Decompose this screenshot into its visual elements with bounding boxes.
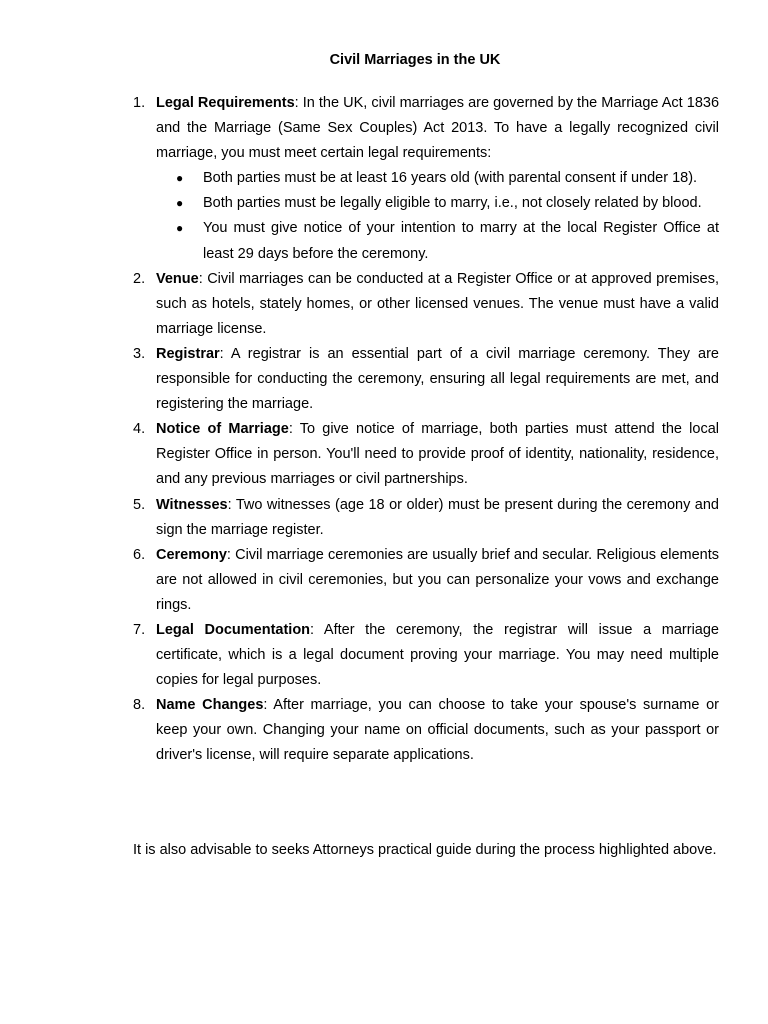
item-text: : After marriage, you can choose to take your spouse's surname or keep your own. Changing your name on official documents, such as your passport or driver's license, will require separate applications. [156,697,719,764]
item-term: Name Changes [156,697,264,714]
item-text: : Two witnesses (age 18 or older) must be present during the ceremony and sign the marriage register. [156,496,719,538]
bullet-item [156,191,719,216]
item-text: : Civil marriages can be conducted at a Register Office or at approved premises, such as hotels, stately homes, or other licensed venues. The venue must have a valid marriage license. [156,270,719,337]
item-number: 7. [133,621,146,638]
item-text: : After the ceremony, the registrar will issue a marriage certificate, which is a legal document proving your marriage. You may need multiple copies for legal purposes. [156,621,719,689]
item-number: 1. [133,95,146,111]
item-term: Legal Requirements [156,95,295,111]
item-text: : A registrar is an essential part of a civil marriage ceremony. They are responsible for conducting the ceremony, ensuring all legal requirements are met, and registering the marriage. [156,345,719,413]
bullet-text: Both parties must be legally eligible to marry, i.e., not closely related by blood. [203,195,702,212]
item-term: Venue [156,270,199,287]
list-item [133,267,719,342]
numbered-list [133,91,719,769]
bullet-list [156,166,719,266]
item-text: : In the UK, civil marriages are governed by the Marriage Act 1836 and the Marriage (Same Sex Couples) Act 2013. To have a legally recognized civil marriage, you must meet certain legal requirements: [156,95,720,162]
item-number: 2. [133,270,146,287]
closing-paragraph: It is also advisable to seeks Attorneys practical guide during the process highlighted above. [133,842,717,858]
document-title: Civil Marriages in the UK [329,52,501,68]
list-item [133,493,719,543]
item-number: 5. [133,496,146,513]
bullet-text: Both parties must be at least 16 years old (with parental consent if under 18). [203,170,698,187]
bullet-item [156,166,719,191]
bullet-icon: ● [176,221,184,236]
list-item [133,618,719,693]
item-term: Legal Documentation [156,621,311,638]
bullet-item [156,216,719,266]
item-number: 6. [133,546,146,563]
item-term: Witnesses [156,496,228,513]
item-term: Notice of Marriage [156,421,289,438]
bullet-icon: ● [176,171,184,186]
item-term: Registrar [156,345,220,362]
item-text: : To give notice of marriage, both parties must attend the local Register Office in person. You'll need to provide proof of identity, nationality, residence, and any previous marriages or civil partnerships. [156,421,719,488]
list-item [133,543,719,618]
item-number: 3. [133,345,146,362]
list-item [133,342,719,417]
item-term: Ceremony [156,546,227,563]
item-text: : Civil marriage ceremonies are usually brief and secular. Religious elements are not allowed in civil ceremonies, but you can personalize your vows and exchange rings. [156,546,719,613]
item-number: 8. [133,697,146,714]
bullet-icon: ● [176,196,184,211]
item-number: 4. [133,421,146,438]
list-item [133,91,719,267]
list-item [133,693,719,768]
list-item [133,417,719,492]
bullet-text: You must give notice of your intention to marry at the local Register Office at least 29 days before the ceremony. [203,220,719,262]
